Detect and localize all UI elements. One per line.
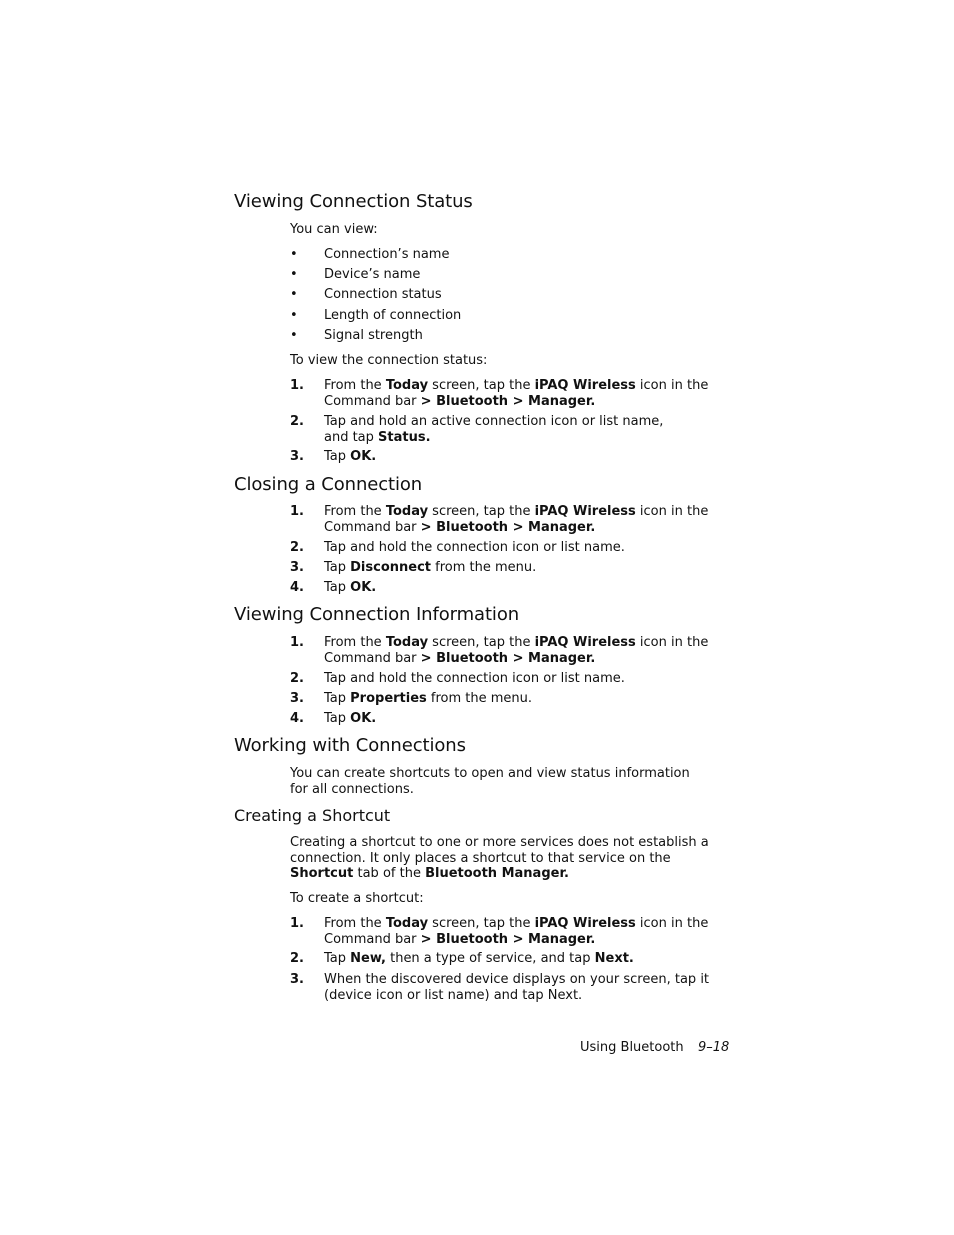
step-number: 4.: [290, 711, 304, 726]
step-number: 2.: [290, 671, 304, 686]
heading-viewing-connection-information: Viewing Connection Information: [234, 604, 520, 625]
step-number: 2.: [290, 540, 304, 555]
paragraph-shortcut: Creating a shortcut to one or more services does not establish a connection. It only places a shortcut to that service on the Shortcut tab of the Bluetooth Manager.: [290, 835, 709, 881]
heading-closing-a-connection: Closing a Connection: [234, 474, 423, 495]
footer-chapter: Using Bluetooth: [580, 1040, 684, 1055]
paragraph-working: You can create shortcuts to open and view status information for all connections.: [290, 766, 690, 797]
step-text: Tap and hold the connection icon or list name.: [324, 540, 625, 555]
step-number: 1.: [290, 504, 304, 519]
heading-viewing-connection-status: Viewing Connection Status: [234, 191, 473, 212]
step-number: 3.: [290, 972, 304, 987]
step-number: 2.: [290, 951, 304, 966]
step-text: Tap Disconnect from the menu.: [324, 560, 537, 575]
step-number: 4.: [290, 580, 304, 595]
step-text: Tap and hold an active connection icon or list name, and tap Status.: [324, 414, 664, 445]
step-text: From the Today screen, tap the iPAQ Wireless icon in the Command bar > Bluetooth > Manager.: [324, 504, 709, 535]
bullet-text: Connection’s name: [324, 247, 450, 262]
step-text: Tap OK.: [324, 449, 377, 464]
heading-creating-a-shortcut: Creating a Shortcut: [234, 806, 391, 825]
step-number: 2.: [290, 414, 304, 429]
step-text: Tap Properties from the menu.: [324, 691, 533, 706]
step-text: Tap New, then a type of service, and tap Next.: [324, 951, 634, 966]
page-footer: [580, 1040, 730, 1056]
bullet-text: Device’s name: [324, 267, 421, 282]
step-number: 1.: [290, 635, 304, 650]
intro-text: You can view:: [290, 222, 378, 237]
step-number: 1.: [290, 378, 304, 393]
step-number: 3.: [290, 560, 304, 575]
page-number: 9–18: [698, 1040, 730, 1055]
step-text: From the Today screen, tap the iPAQ Wireless icon in the Command bar > Bluetooth > Manager.: [324, 916, 709, 947]
step-text: When the discovered device displays on your screen, tap it (device icon or list name) and tap Next.: [324, 972, 710, 1003]
step-number: 3.: [290, 691, 304, 706]
lead-text: To create a shortcut:: [290, 891, 424, 906]
step-text: Tap and hold the connection icon or list name.: [324, 671, 625, 686]
step-number: 3.: [290, 449, 304, 464]
step-text: Tap OK.: [324, 580, 377, 595]
manual-page: Viewing Connection Status You can view: • Connection’s name • Device’s name • Connection status • Length of connection • Signal strength To view the connection status: 1. From the Today screen, tap the iPAQ Wireless icon in the Command bar > Bluetooth > Manager. 2. Tap and hold an active connection icon or list name, and tap Status. 3. Tap OK. Closing a Connection 1. From the Today screen, tap the iPAQ Wireless icon in the Command bar > Bluetooth > Manager. 2. Tap and hold the connection icon or list name. 3. Tap Disconnect from the menu. 4. Tap OK. Viewing Connection Information 1. From the Today screen, tap the iPAQ Wireless icon in the Command bar > Bluetooth > Manager. 2. Tap and hold the connection icon or list name. 3. Tap Properties from the menu. 4. Tap OK. Working with Connections You can create shortcuts to open and view status information for all connections. Creating a Shortcut Creating a shortcut to one or more services does not establish a connection. It only places a shortcut to that service on the Shortcut tab of the Bluetooth Manager. To create a shortcut: 1. From the Today screen, tap the iPAQ Wireless icon in the Command bar > Bluetooth > Manager. 2. Tap New, then a type of service, and tap Next. 3. When the discovered device displays on your screen, tap it (device icon or list name) and tap Next. Using Bluetooth 9–18: [0, 0, 954, 1235]
step-text: From the Today screen, tap the iPAQ Wireless icon in the Command bar > Bluetooth > Manager.: [324, 378, 709, 409]
step-text: Tap OK.: [324, 711, 377, 726]
heading-working-with-connections: Working with Connections: [234, 735, 466, 756]
bullet-text: Signal strength: [324, 328, 423, 343]
step-text: From the Today screen, tap the iPAQ Wireless icon in the Command bar > Bluetooth > Manager.: [324, 635, 709, 666]
bullet-text: Connection status: [324, 287, 442, 302]
step-number: 1.: [290, 916, 304, 931]
lead-text: To view the connection status:: [290, 353, 488, 368]
bullet-text: Length of connection: [324, 308, 462, 323]
